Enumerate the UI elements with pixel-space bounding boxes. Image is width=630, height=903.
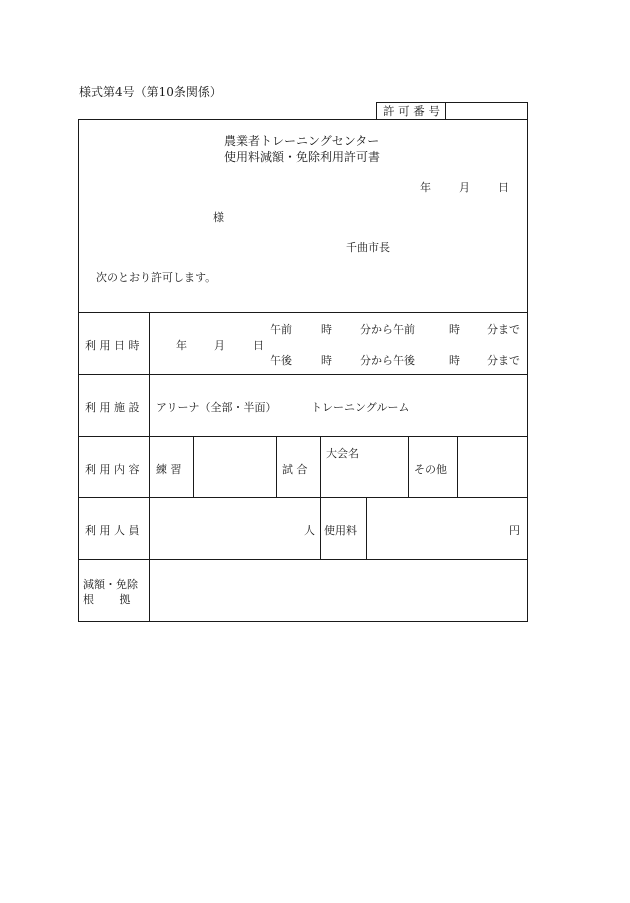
- pm-hour: 時: [321, 354, 332, 367]
- frame-top: [78, 119, 528, 120]
- frame-bottom: [78, 621, 528, 622]
- form-label: 様式第4号（第10条関係）: [79, 85, 222, 99]
- facility-option-training-room: トレーニングルーム: [311, 401, 410, 414]
- issuer: 千曲市長: [346, 241, 390, 254]
- label-column-divider: [149, 312, 150, 622]
- am-start: 午前: [270, 323, 292, 336]
- permit-number-label: 許 可 番 号: [383, 104, 440, 118]
- people-unit: 人: [304, 524, 315, 537]
- permit-box-divider: [445, 102, 446, 119]
- fee-unit: 円: [509, 524, 520, 537]
- pm-hour2: 時: [449, 354, 460, 367]
- date-year: 年: [420, 181, 431, 194]
- row-separator: [78, 374, 528, 375]
- permit-number-field[interactable]: [449, 103, 523, 117]
- am-hour2: 時: [449, 323, 460, 336]
- title-line2: 使用料減額・免除利用許可書: [224, 150, 381, 164]
- pm-start: 午後: [270, 354, 292, 367]
- row-separator: [78, 559, 528, 560]
- usage-month: 月: [214, 339, 225, 352]
- people-divider: [320, 497, 321, 559]
- date-day: 日: [498, 181, 509, 194]
- addressee-suffix: 様: [213, 211, 224, 224]
- facility-label: 利 用 施 設: [85, 401, 140, 414]
- row-separator: [78, 497, 528, 498]
- reason-label-line2: 根 拠: [83, 593, 131, 606]
- usage-day: 日: [253, 339, 264, 352]
- tournament-name-label: 大会名: [326, 447, 359, 460]
- content-divider: [193, 436, 194, 497]
- usage-year: 年: [176, 339, 187, 352]
- usage-date-label: 利 用 日 時: [85, 339, 140, 352]
- content-label: 利 用 内 容: [85, 463, 140, 476]
- frame-left: [78, 119, 79, 622]
- content-divider: [408, 436, 409, 497]
- reason-label-line1: 減額・免除: [83, 578, 138, 591]
- content-divider: [457, 436, 458, 497]
- title-line1: 農業者トレーニングセンター: [224, 134, 380, 148]
- am-hour: 時: [321, 323, 332, 336]
- permit-box-left: [376, 102, 377, 119]
- facility-option-arena: アリーナ（全部・半面）: [156, 401, 277, 414]
- am-mid: 分から午前: [360, 323, 415, 336]
- date-month: 月: [459, 181, 470, 194]
- pm-mid: 分から午後: [360, 354, 415, 367]
- other-label: その他: [414, 463, 447, 476]
- match-label: 試 合: [282, 463, 308, 476]
- notice-text: 次のとおり許可します。: [96, 271, 217, 284]
- row-separator: [78, 436, 528, 437]
- row-separator: [78, 312, 528, 313]
- practice-label: 練 習: [156, 463, 182, 476]
- people-divider: [366, 497, 367, 559]
- content-divider: [276, 436, 277, 497]
- pm-end: 分まで: [487, 354, 520, 367]
- people-label: 利 用 人 員: [85, 524, 140, 537]
- fee-label: 使用料: [324, 524, 357, 537]
- content-divider: [320, 436, 321, 497]
- frame-right: [527, 102, 528, 622]
- am-end: 分まで: [487, 323, 520, 336]
